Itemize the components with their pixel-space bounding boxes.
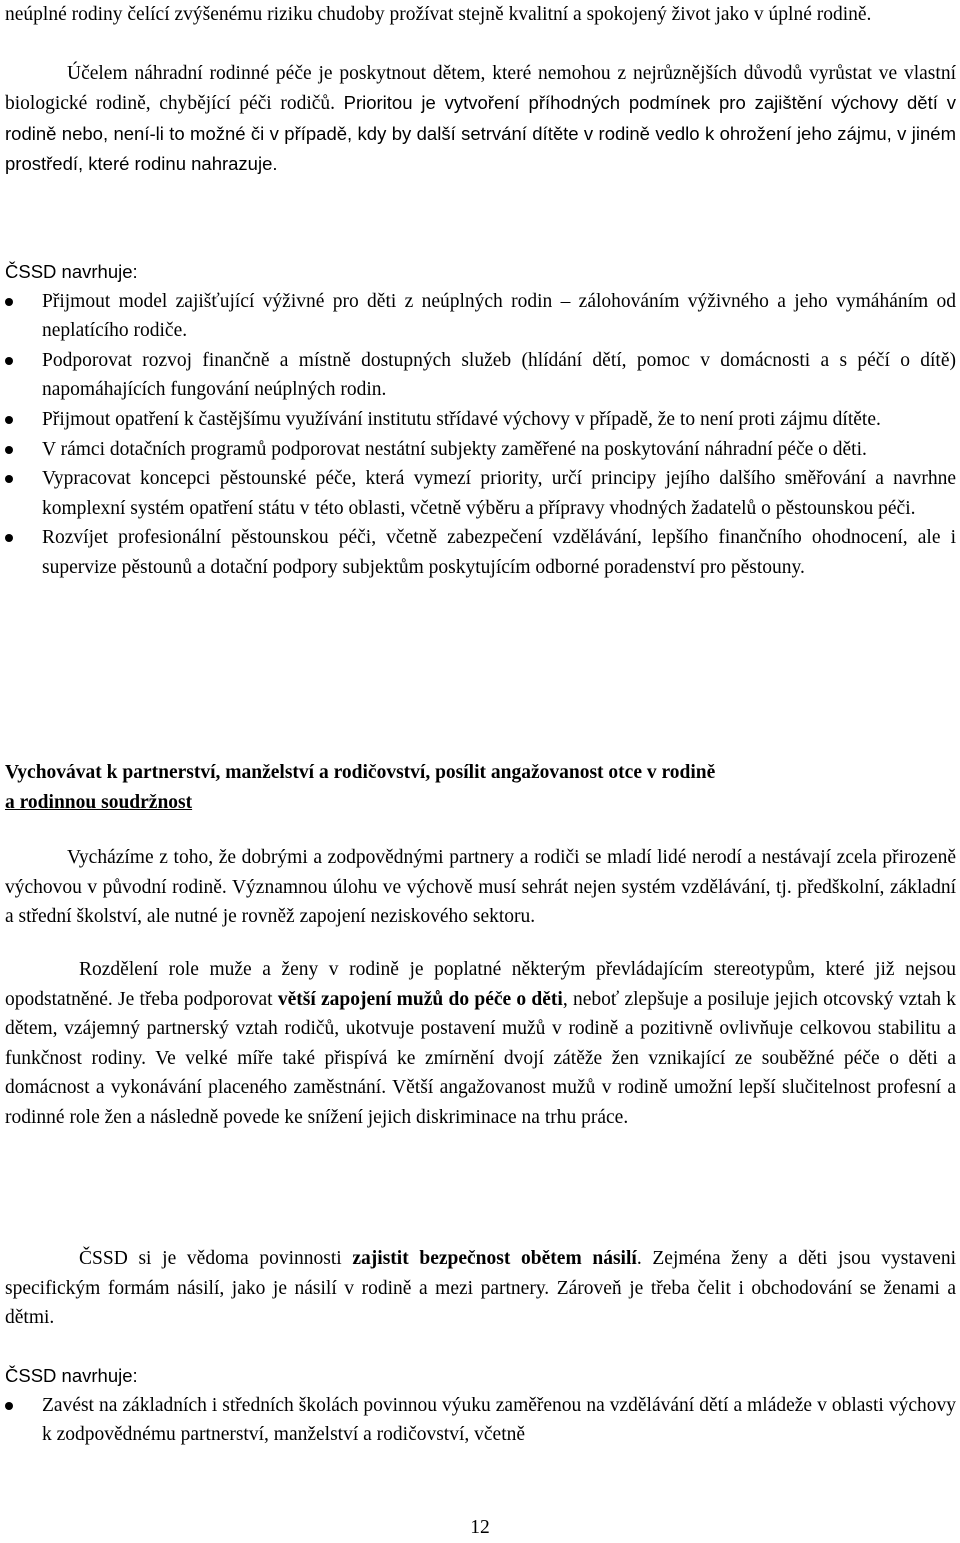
section-heading-line-2: a rodinnou soudržnost [5, 791, 193, 813]
intro-paragraph-serif: Účelem náhradní rodinné péče je poskytnout dětem, které nemohou z nejrůznějších důvodů vyrůstat ve vlastní biologické rodině, chybějící péči rodičů. [5, 62, 956, 115]
intro-continuation: neúplné rodiny čelící zvýšenému riziku chudoby prožívat stejně kvalitní a spokojený život jako v úplné rodině. [5, 4, 872, 25]
section-paragraph-2: Rozdělení role muže a ženy v rodině je poplatné některým převládajícím stereotypům, které již nejsou opodstatněné. Je třeba podporovat větší zapojení mužů do péče o děti, neboť zlepšuje a posiluje jejich otcovský vztah k dětem, vzájemný partnerský vztah rodičů, ukotvuje postavení mužů v rodině a pozitivně ovlivňuje celkovou stabilitu a funkčnost rodiny. Ve velké míře také přispívá ke zmírnění dvojí zátěže žen vznikající ze souběžné péče o děti a domácnost a vykonávání placeného zaměstnání. Větší angažovanost mužů v rodině umožní lepší slučitelnost profesní a rodinné role žen a následně povede ke snížení jejich diskriminace na trhu práce. [5, 959, 956, 1128]
list-item: Zavést na základních i středních školách povinnou výuku zaměřenou na vzdělávání dětí a mládeže v oblasti výchovy k zodpovědnému partnerství, manželství a rodičovství, včetně [5, 1391, 956, 1450]
section-paragraph-1: Vycházíme z toho, že dobrými a zodpovědnými partnery a rodiči se mladí lidé nerodí a nestávají zcela přirozeně výchovou v původní rodině. Významnou úlohu ve výchově musí sehrát nejen systém vzdělávání, tj. předškolní, základní a střední školství, ale nutné je rovněž zapojení neziskového sektoru. [5, 847, 956, 928]
intro-paragraph [5, 59, 956, 180]
proposals-label-1: ČSSD navrhuje: [5, 261, 138, 282]
proposals-bullets-1 [5, 287, 956, 583]
bullet-icon [5, 298, 13, 306]
proposals-list-2 [5, 1361, 956, 1450]
list-item: Vypracovat koncepci pěstounské péče, která vymezí priority, určí principy jejího dalšího směřování a navrhne komplexní systém opatření státu v této oblasti, včetně výběru a přípravy vhodných žadatelů o pěstounskou péči. [5, 464, 956, 523]
section-heading-line-1: Vychovávat k partnerství, manželství a rodičovství, posílit angažovanost otce v rodině [5, 762, 716, 783]
intro-section [5, 0, 956, 180]
bullet-icon [5, 446, 13, 454]
list-item: Přijmout model zajišťující výživné pro děti z neúplných rodin – zálohováním výživného a jeho vymáháním od neplatícího rodiče. [5, 287, 956, 346]
list-item: Podporovat rozvoj finančně a místně dostupných služeb (hlídání dětí, pomoc v domácnosti a s péčí o dítě) napomáhajících fungování neúplných rodin. [5, 346, 956, 405]
proposals-bullets-2 [5, 1391, 956, 1450]
list-item: V rámci dotačních programů podporovat nestátní subjekty zaměřené na poskytování náhradní péče o děti. [5, 435, 956, 465]
emphasis-text: zajistit bezpečnost obětem násilí [352, 1248, 637, 1269]
list-item: Rozvíjet profesionální pěstounskou péči, včetně zabezpečení vzdělávání, lepšího finančního ohodnocení, ale i supervize pěstounů a dotační podpory subjektům poskytujícím odborné poradenství pro pěstouny. [5, 523, 956, 582]
page-number: 12 [470, 1517, 490, 1538]
proposals-label-2: ČSSD navrhuje: [5, 1365, 138, 1386]
bullet-icon [5, 416, 13, 424]
proposals-list-1 [5, 257, 956, 583]
bullet-icon [5, 534, 13, 542]
bullet-icon [5, 1402, 13, 1410]
section-heading [5, 758, 956, 817]
list-item: Přijmout opatření k častějšímu využívání institutu střídavé výchovy v případě, že to není proti zájmu dítěte. [5, 405, 956, 435]
bullet-icon [5, 475, 13, 483]
intro-paragraph-sans: Prioritou je vytvoření příhodných podmínek pro zajištění výchovy dětí v rodině nebo, není-li to možné či v případě, kdy by další setrvání dítěte v rodině vedlo k ohrožení jeho zájmu, v jiném prostředí, které rodinu nahrazuje. [5, 92, 956, 175]
emphasis-text: větší zapojení mužů do péče o děti [277, 988, 563, 1010]
bullet-icon [5, 357, 13, 365]
section-paragraph-3: ČSSD si je vědoma povinnosti zajistit bezpečnost obětem násilí. Zejména ženy a děti jsou vystaveni specifickým formám násilí, jako je násilí v rodině a mezi partnery. Zároveň je třeba čelit i obchodování se ženami a dětmi. [5, 1248, 956, 1329]
